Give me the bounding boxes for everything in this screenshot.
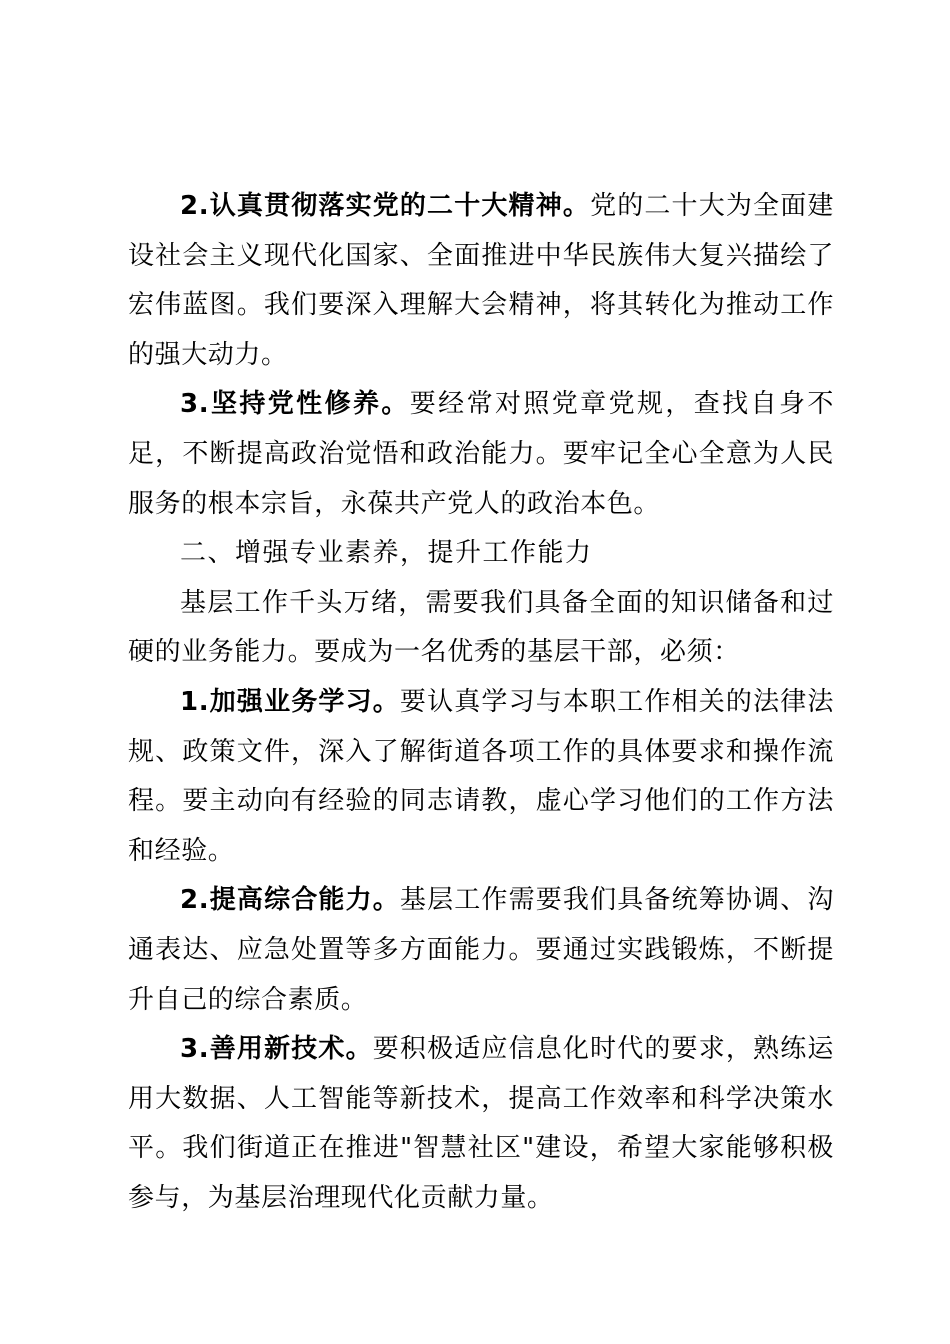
paragraph-6 <box>128 1025 834 1223</box>
paragraph-1 <box>128 182 834 380</box>
paragraph-1-text: 党的二十大为全面建设社会主义现代化国家、全面推进中华民族伟大复兴描绘了宏伟蓝图。我们要深入理解大会精神，将其转化为推动工作的强大动力。 <box>128 191 834 370</box>
paragraph-6-text: 要积极适应信息化时代的要求，熟练运用大数据、人工智能等新技术，提高工作效率和科学决策水平。我们街道正在推进"智慧社区"建设，希望大家能够积极参与，为基层治理现代化贡献力量。 <box>128 1034 834 1213</box>
paragraph-4-lead: 1.加强业务学习。 <box>180 686 400 717</box>
document-body <box>128 182 834 1223</box>
paragraph-3 <box>128 579 834 678</box>
paragraph-2-lead: 3.坚持党性修养。 <box>180 389 410 420</box>
section-heading-text: 二、增强专业素养，提升工作能力 <box>180 538 593 569</box>
paragraph-6-lead: 3.善用新技术。 <box>180 1034 373 1065</box>
paragraph-2-text: 要经常对照党章党规，查找自身不足，不断提高政治觉悟和政治能力。要牢记全心全意为人民服务的根本宗旨，永葆共产党人的政治本色。 <box>128 389 834 519</box>
paragraph-1-lead: 2.认真贯彻落实党的二十大精神。 <box>180 191 591 221</box>
paragraph-5-text: 基层工作需要我们具备统筹协调、沟通表达、应急处置等多方面能力。要通过实践锻炼，不断提升自己的综合素质。 <box>128 885 834 1015</box>
section-heading <box>128 529 834 579</box>
paragraph-3-text: 基层工作千头万绪，需要我们具备全面的知识储备和过硬的业务能力。要成为一名优秀的基层干部，必须： <box>128 587 834 668</box>
paragraph-4-text: 要认真学习与本职工作相关的法律法规、政策文件，深入了解街道各项工作的具体要求和操作流程。要主动向有经验的同志请教，虚心学习他们的工作方法和经验。 <box>128 686 834 866</box>
paragraph-5-lead: 2.提高综合能力。 <box>180 885 400 916</box>
paragraph-4 <box>128 678 834 876</box>
paragraph-2 <box>128 380 834 529</box>
paragraph-5 <box>128 876 834 1025</box>
